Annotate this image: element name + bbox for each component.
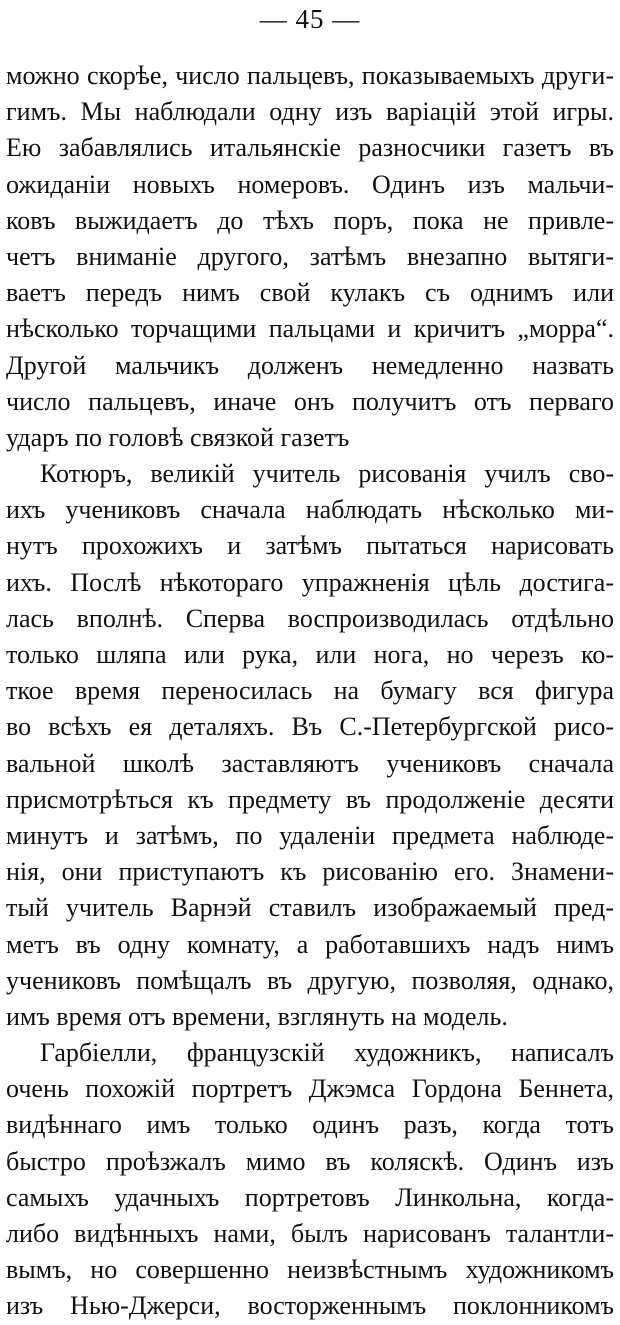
text-line: изъ Нью-Джерси, восторженнымъ поклонникомъ	[6, 1291, 614, 1321]
body-text	[6, 58, 614, 1325]
text-line: лась вполнѣ. Сперва воспроизводилась отдѣльно	[6, 603, 614, 633]
paragraph-end-line: имъ время отъ времени, взглянуть на модель.	[6, 1001, 508, 1031]
text-line: быстро проѣзжалъ мимо въ коляскѣ. Одинъ изъ	[6, 1146, 614, 1176]
text-line: ваетъ передъ нимъ свой кулакъ съ однимъ или	[6, 278, 614, 308]
text-line: минутъ и затѣмъ, по удаленіи предмета наблюде-	[6, 820, 614, 850]
text-line: метъ въ одну комнату, а работавшихъ надъ нимъ	[6, 929, 614, 959]
text-line: гимъ. Мы наблюдали одну изъ варіацій этой игры.	[6, 97, 614, 127]
text-line: видѣннаго имъ только одинъ разъ, когда тотъ	[6, 1110, 614, 1140]
text-line: вымъ, но совершенно неизвѣстнымъ художникомъ	[6, 1255, 614, 1285]
text-line: вальной школѣ заставляютъ учениковъ сначала	[6, 748, 614, 778]
text-line: либо видѣнныхъ нами, былъ нарисованъ талантли-	[6, 1219, 614, 1248]
text-line: Ею забавлялись итальянскіе разносчики газетъ въ	[6, 133, 614, 163]
text-line: нутъ прохожихъ и затѣмъ пытаться нарисовать	[6, 531, 614, 561]
text-line: самыхъ удачныхъ портретовъ Линкольна, когда-	[6, 1182, 614, 1212]
text-line: ожиданіи новыхъ номеровъ. Одинъ изъ мальчи-	[6, 169, 614, 199]
paragraph-end-line: ударъ по головѣ связкой газетъ	[6, 422, 350, 452]
text-line: ихъ. Послѣ нѣкотораго упражненія цѣль достига-	[6, 567, 614, 597]
paragraph-start-line: Котюръ, великій учитель рисованія училъ сво-	[40, 459, 614, 489]
page-number: — 45 —	[259, 4, 361, 34]
paragraph-start-line: Гарбіелли, французскій художникъ, написалъ	[40, 1038, 614, 1068]
text-line: очень похожій портретъ Джэмса Гордона Беннета,	[6, 1074, 614, 1104]
text-line: тый учитель Варнэй ставилъ изображаемый пред-	[6, 893, 614, 923]
text-line: только шляпа или рука, или нога, но черезъ ко-	[6, 640, 614, 669]
text-line: нія, они приступаютъ къ рисованію его. Знамени-	[6, 857, 614, 887]
text-line: ткое время переносилась на бумагу вся фигура	[6, 676, 614, 706]
text-line: нѣсколько торчащими пальцами и кричитъ „морра“.	[6, 314, 614, 344]
text-line: присмотрѣться къ предмету въ продолженіе десяти	[6, 784, 614, 814]
text-line: Другой мальчикъ долженъ немедленно назвать	[6, 350, 614, 380]
text-line: во всѣхъ ея деталяхъ. Въ С.-Петербургской рисо-	[6, 712, 614, 742]
text-line: ихъ учениковъ сначала наблюдать нѣсколько ми-	[6, 495, 614, 525]
text-line: можно скорѣе, число пальцевъ, показываемыхъ други-	[6, 61, 614, 90]
text-line: число пальцевъ, иначе онъ получитъ отъ перваго	[6, 386, 614, 416]
text-line: ковъ выжидаетъ до тѣхъ поръ, пока не привле-	[6, 205, 614, 235]
text-line: четъ вниманіе другого, затѣмъ внезапно вытяги-	[6, 241, 614, 271]
text-line: учениковъ помѣщалъ въ другую, позволяя, однако,	[6, 965, 614, 995]
